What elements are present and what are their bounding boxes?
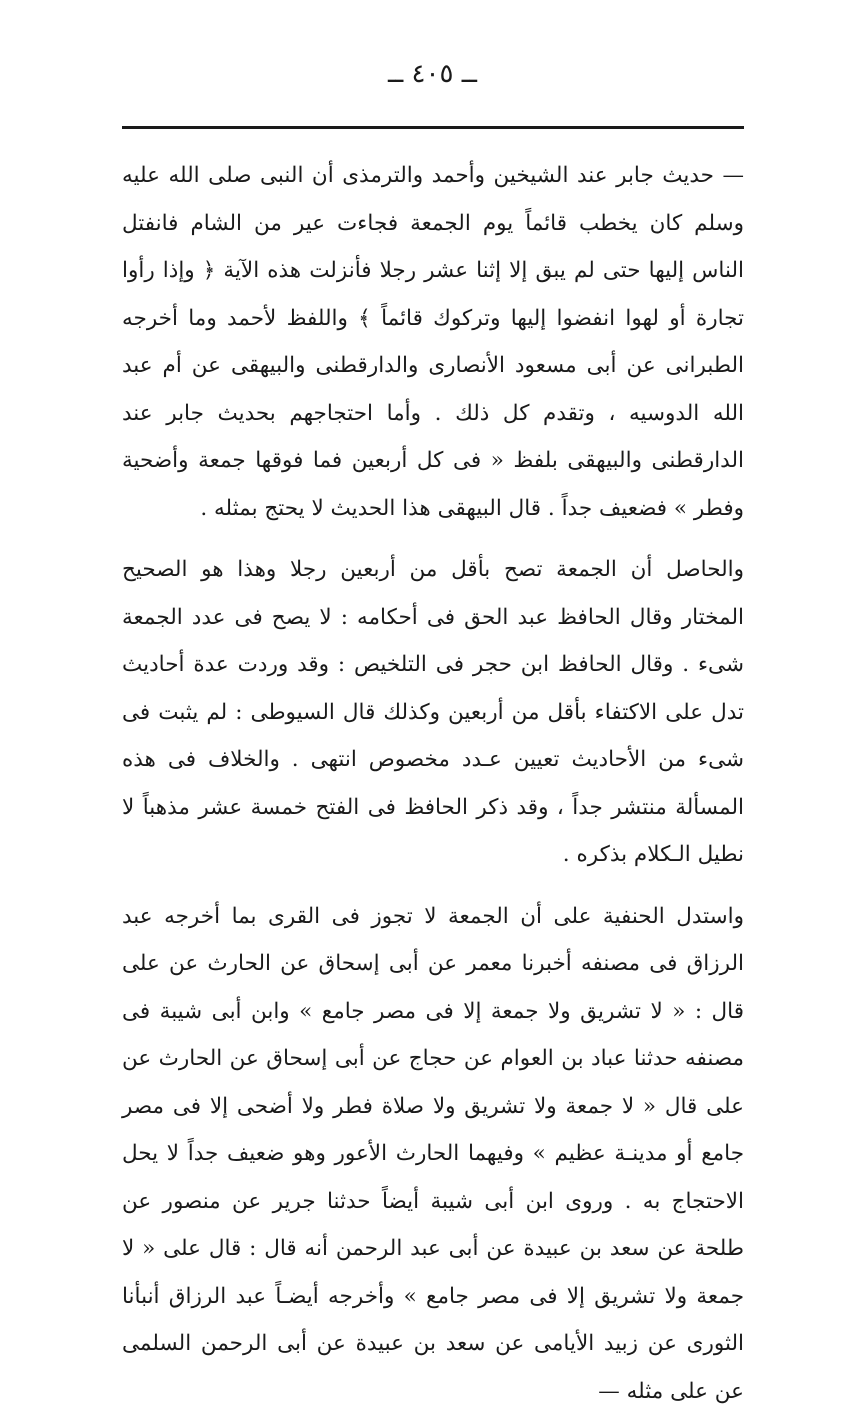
header-rule xyxy=(122,126,744,129)
paragraph-conclusion: والحاصل أن الجمعة تصح بأقل من أربعين رجلا وهذا هو الصحيح المختار وقال الحافظ عبد الحق فى أحكامه : لا يصح فى عدد الجمعة شىء . وقال الحافظ ابن حجر فى التلخيص : وقد وردت عدة أحاديث تدل على الاكتفاء بأقل من أربعين وكذلك قال السيوطى : لم يثبت فى شىء من الأحاديث تعيين عـدد مخصوص انتهى . والخلاف فى هذه المسألة منتشر جداً ، وقد ذكر الحافظ فى الفتح خمسة عشر مذهباً لا نطيل الـكلام بذكره . xyxy=(122,546,744,879)
paragraph-hadith-jabir: — حديث جابر عند الشيخين وأحمد والترمذى أن النبى صلى الله عليه وسلم كان يخطب قائماً يوم الجمعة فجاءت عير من الشام فانفتل الناس إليها حتى لم يبق إلا إثنا عشر رجلا فأنزلت هذه الآية ﴿ وإذا رأوا تجارة أو لهوا انفضوا إليها وتركوك قائماً ﴾ واللفظ لأحمد وما أخرجه الطبرانى عن أبى مسعود الأنصارى والدارقطنى والبيهقى عن أم عبد الله الدوسيه ، وتقدم كل ذلك . وأما احتجاجهم بحديث جابر عند الدارقطنى والبيهقى بلفظ « فى كل أربعين فما فوقها جمعة وأضحية وفطر » فضعيف جداً . قال البيهقى هذا الحديث لا يحتج بمثله . xyxy=(122,152,744,532)
paragraph-hanafi-evidence: واستدل الحنفية على أن الجمعة لا تجوز فى القرى بما أخرجه عبد الرزاق فى مصنفه أخبرنا معمر عن أبى إسحاق عن الحارث عن على قال : « لا تشريق ولا جمعة إلا فى مصر جامع » وابن أبى شيبة فى مصنفه حدثنا عباد بن العوام عن حجاج عن أبى إسحاق عن الحارث عن على قال « لا جمعة ولا تشريق ولا صلاة فطر ولا أضحى إلا فى مصر جامع أو مدينـة عظيم » وفيهما الحارث الأعور وهو ضعيف جداً لا يحل الاحتجاج به . وروى ابن أبى شيبة أيضاً حدثنا جرير عن منصور عن طلحة عن سعد بن عبيدة عن أبى عبد الرحمن أنه قال : قال على « لا جمعة ولا تشريق إلا فى مصر جامع » وأخرجه أيضـاً عبد الرزاق أنبأنا الثورى عن زبيد الأيامى عن سعد بن عبيدة عن أبى الرحمن السلمى عن على مثله — xyxy=(122,893,744,1415)
body-text xyxy=(122,152,744,1415)
page-number: ــ ٤٠٥ ــ xyxy=(0,56,865,92)
